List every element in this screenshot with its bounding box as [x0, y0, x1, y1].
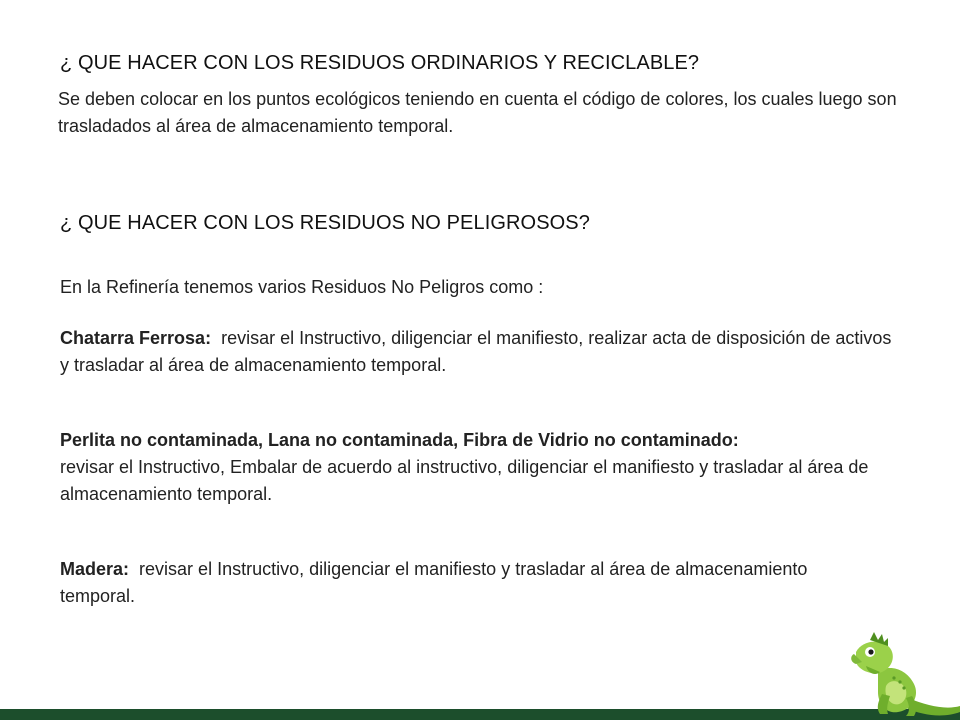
item-perlita [60, 427, 910, 508]
section2-intro: En la Refinería tenemos varios Residuos No Peligros como : [60, 277, 544, 297]
iguana-icon [848, 628, 960, 720]
item-madera [60, 556, 880, 610]
item-label: Madera: [60, 559, 130, 579]
section1-text: Se deben colocar en los puntos ecológicos teniendo en cuenta el código de colores, los cuales luego son trasladados al área de almacenamiento temporal. [58, 89, 897, 136]
section1-heading: ¿ QUE HACER CON LOS RESIDUOS ORDINARIOS Y RECICLABLE? [60, 52, 700, 74]
item-chatarra [60, 325, 900, 379]
item-label: Perlita no contaminada, Lana no contaminada, Fibra de Vidrio no contaminado: [60, 430, 739, 450]
item-text: revisar el Instructivo, diligenciar el manifiesto y trasladar al área de almacenamiento temporal. [60, 559, 808, 606]
section2-heading: ¿ QUE HACER CON LOS RESIDUOS NO PELIGROSOS? [60, 212, 590, 234]
item-text: revisar el Instructivo, Embalar de acuerdo al instructivo, diligenciar el manifiesto y trasladar al área de almacenamiento temporal. [60, 457, 869, 504]
item-label: Chatarra Ferrosa: [60, 328, 212, 348]
footer-bar [0, 709, 960, 720]
item-text: revisar el Instructivo, diligenciar el manifiesto, realizar acta de disposición de activos y trasladar al área de almacenamiento temporal. [60, 328, 892, 375]
